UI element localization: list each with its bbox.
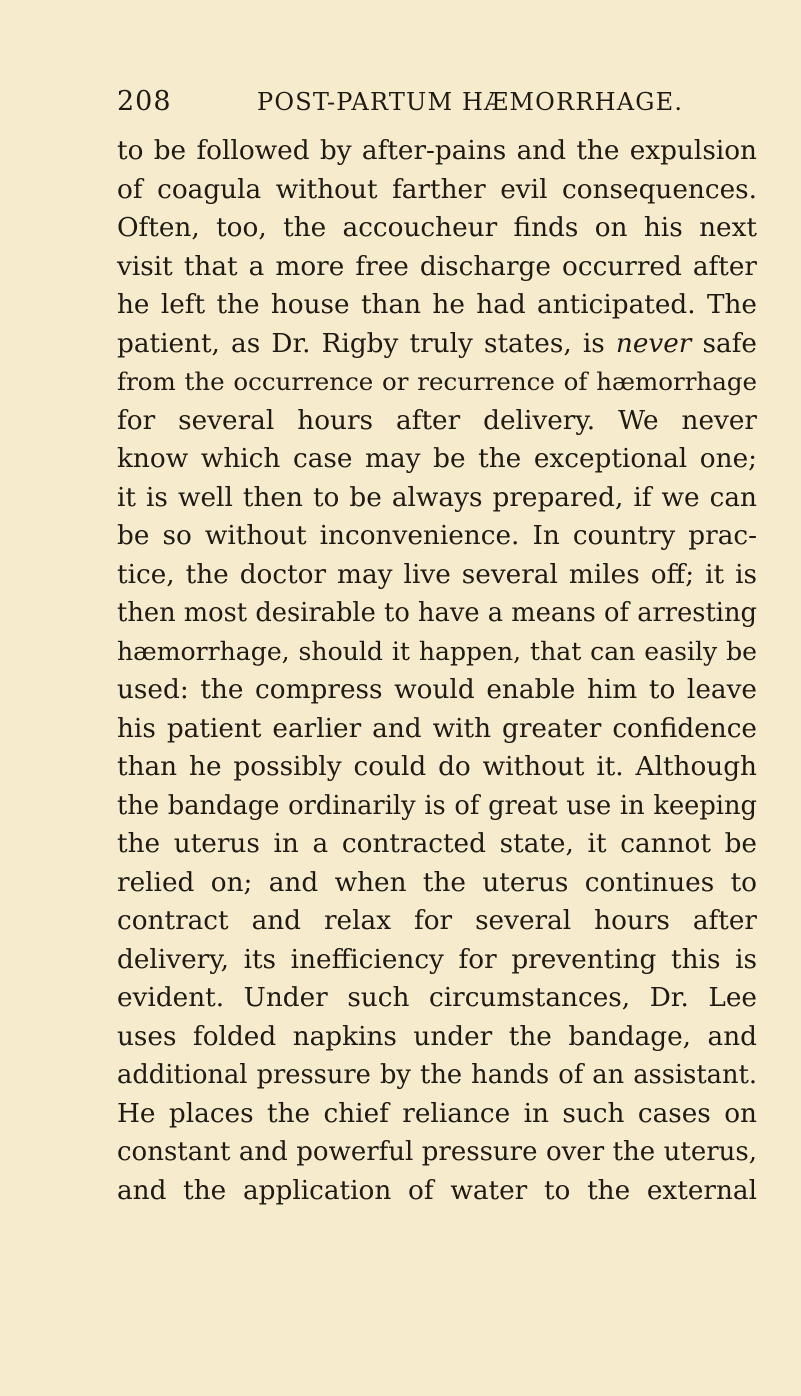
text-line: his patient earlier and with greater confidence [117, 713, 757, 744]
text-line: from the occurrence or recurrence of hæmorrhage [117, 367, 757, 396]
text-line: delivery, its inefficiency for preventing this is [117, 944, 757, 975]
text-line: contract and relax for several hours after [117, 906, 757, 936]
text-line: constant and powerful pressure over the uterus, [117, 1137, 757, 1167]
text-line: it is well then to be always prepared, if we can [117, 482, 757, 513]
text-line: visit that a more free discharge occurred after [117, 251, 757, 282]
text-line: used: the compress would enable him to leave [117, 675, 757, 705]
running-head: POST-PARTUM HÆMORRHAGE. [257, 88, 684, 116]
text-line: the bandage ordinarily is of great use in keeping [117, 790, 757, 821]
text-line: additional pressure by the hands of an assistant. [117, 1060, 757, 1090]
body-text [117, 132, 757, 1210]
text-line: for several hours after delivery. We never [117, 405, 757, 436]
text-line-with-italic [117, 325, 757, 364]
italic-word: never [615, 328, 692, 359]
text-line: tice, the doctor may live several miles off; it is [117, 559, 757, 590]
text-line: uses folded napkins under the bandage, and [117, 1021, 757, 1052]
text-line: then most desirable to have a means of arresting [117, 598, 757, 628]
text-line: of coagula without farther evil consequences. [117, 174, 757, 205]
text-line: than he possibly could do without it. Although [117, 752, 757, 782]
text-line: be so without inconvenience. In country prac- [117, 521, 757, 551]
text-line: and the application of water to the external [117, 1175, 757, 1206]
text-line: he left the house than he had anticipated. The [117, 290, 757, 320]
text-line: relied on; and when the uterus continues to [117, 867, 757, 898]
text-line: Often, too, the accoucheur finds on his next [117, 213, 757, 243]
text-segment: patient, as Dr. Rigby truly states, is [117, 328, 605, 359]
text-line: evident. Under such circumstances, Dr. Lee [117, 983, 757, 1013]
page-number: 208 [117, 86, 172, 117]
text-line: He places the chief reliance in such cases on [117, 1098, 757, 1129]
page-header [117, 86, 757, 122]
text-line: hæmorrhage, should it happen, that can easily be [117, 636, 757, 666]
text-line: know which case may be the exceptional one; [117, 444, 757, 474]
text-line: to be followed by after-pains and the expulsion [117, 136, 757, 166]
text-line: the uterus in a contracted state, it cannot be [117, 829, 757, 859]
text-segment: safe [702, 328, 757, 359]
